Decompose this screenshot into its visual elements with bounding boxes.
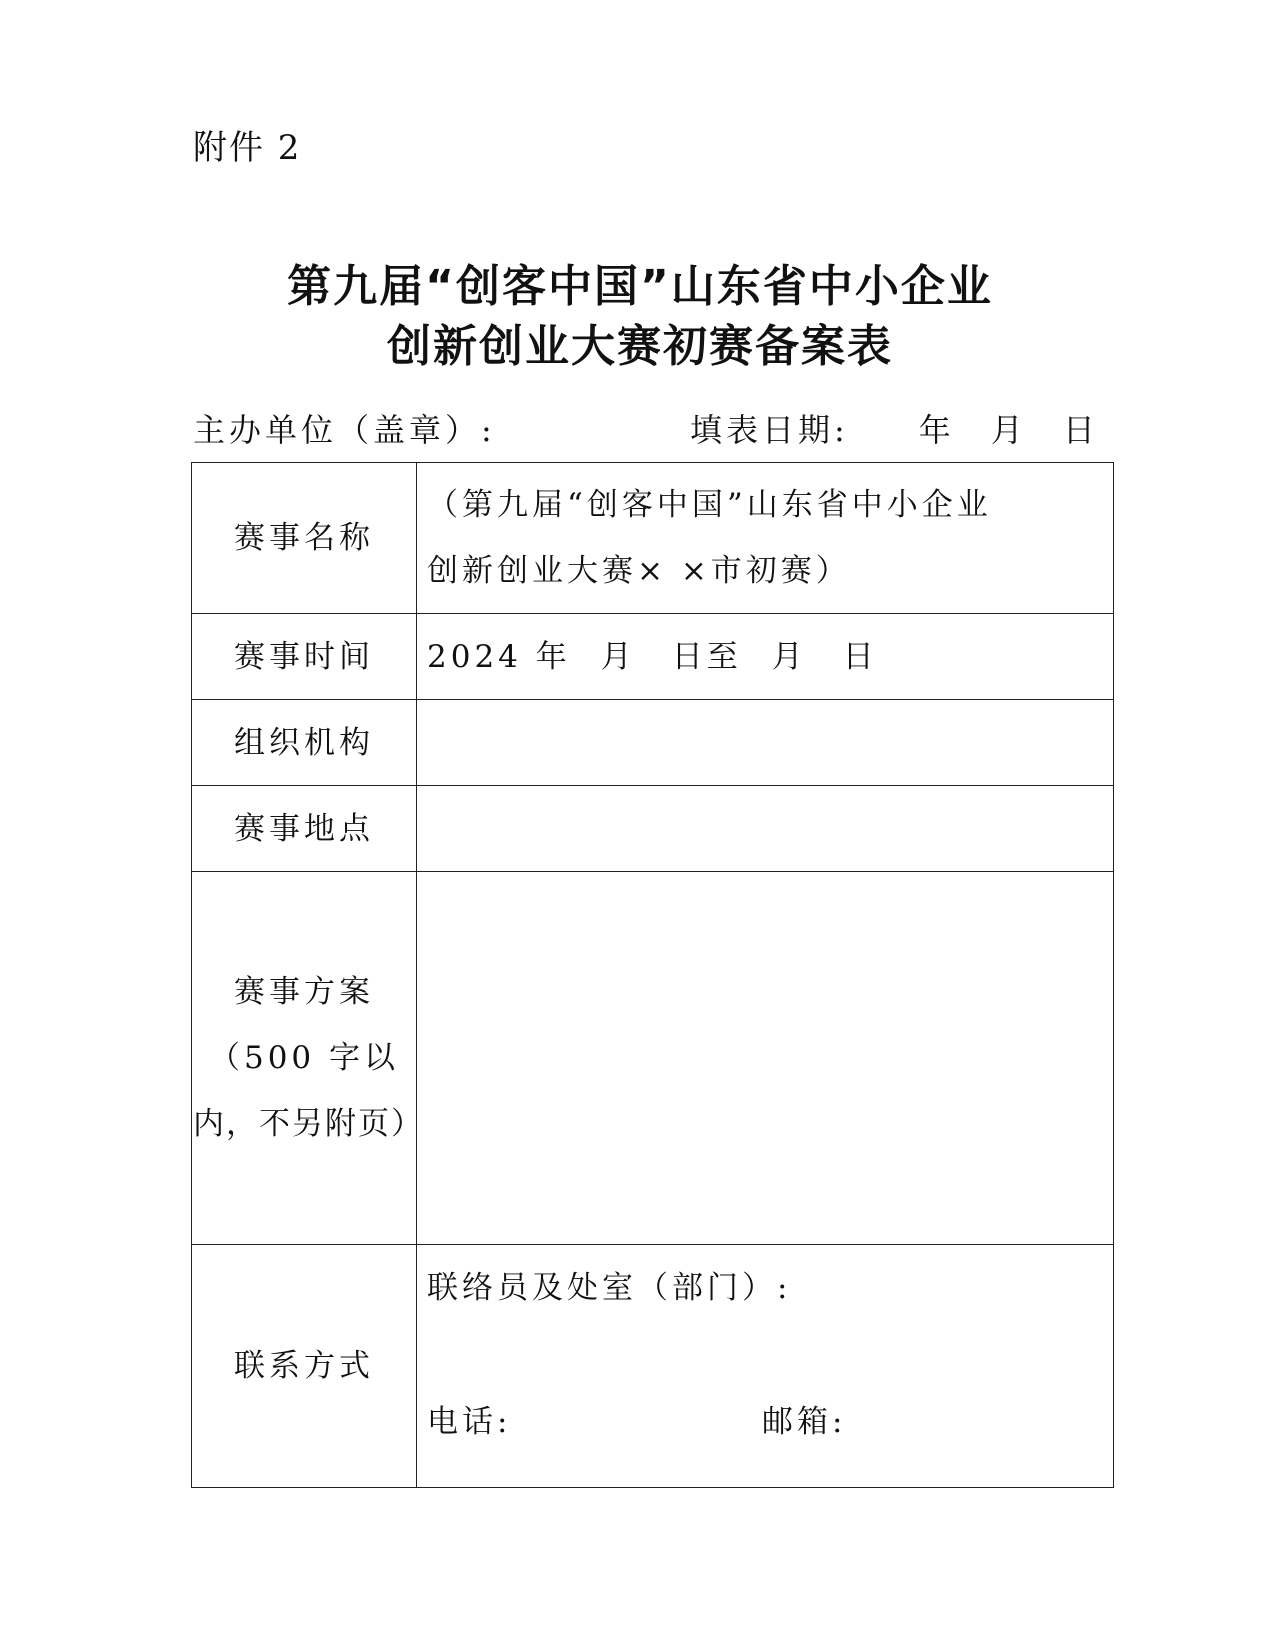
organization-label: 组织机构 bbox=[192, 700, 417, 786]
phone-label: 电话: bbox=[427, 1404, 512, 1440]
table-row-event-name bbox=[192, 463, 1114, 614]
event-time-day-to: 日至 bbox=[671, 638, 742, 675]
fill-date-month: 月 bbox=[990, 411, 1027, 449]
event-name-value-line2: 创新创业大赛× ×市初赛） bbox=[427, 553, 851, 589]
attachment-label: 附件 2 bbox=[193, 128, 302, 168]
organizer-label: 主办单位（盖章）: bbox=[193, 411, 496, 449]
venue-value[interactable] bbox=[417, 786, 1114, 872]
event-time-label: 赛事时间 bbox=[192, 614, 417, 700]
organization-value[interactable] bbox=[417, 700, 1114, 786]
plan-label-line1: 赛事方案 bbox=[234, 974, 374, 1010]
event-time-month2: 月 bbox=[771, 638, 807, 675]
contact-value[interactable] bbox=[417, 1245, 1114, 1488]
event-time-day2: 日 bbox=[842, 638, 878, 675]
fill-date-label: 填表日期: bbox=[690, 411, 849, 449]
venue-label: 赛事地点 bbox=[192, 786, 417, 872]
table-row-plan bbox=[192, 872, 1114, 1245]
plan-label-line2: （500 字以 bbox=[208, 1040, 400, 1076]
page-title-line1: 第九届“创客中国”山东省中小企业 bbox=[287, 261, 993, 312]
event-name-label: 赛事名称 bbox=[192, 463, 417, 614]
event-time-year: 2024 年 bbox=[427, 638, 571, 675]
table-row-venue bbox=[192, 786, 1114, 872]
fill-date-day: 日 bbox=[1062, 411, 1099, 449]
event-time-month: 月 bbox=[600, 638, 636, 675]
fill-date-row bbox=[690, 405, 1099, 451]
event-name-value[interactable] bbox=[417, 463, 1114, 614]
event-name-value-line1: （第九届“创客中国”山东省中小企业 bbox=[427, 487, 992, 523]
table-row-organization bbox=[192, 700, 1114, 786]
liaison-label: 联络员及处室（部门）: bbox=[427, 1270, 792, 1306]
registration-form-table bbox=[191, 462, 1114, 1488]
table-row-contact bbox=[192, 1245, 1114, 1488]
plan-value[interactable] bbox=[417, 872, 1114, 1245]
fill-date-year: 年 bbox=[918, 411, 955, 449]
contact-label: 联系方式 bbox=[192, 1245, 417, 1488]
event-time-value[interactable] bbox=[417, 614, 1114, 700]
email-label: 邮箱: bbox=[762, 1404, 847, 1440]
contact-box bbox=[417, 1246, 1113, 1486]
page-title-line2: 创新创业大赛初赛备案表 bbox=[387, 321, 893, 372]
plan-label-line3: 内，不另附页） bbox=[193, 1106, 424, 1142]
table-row-event-time bbox=[192, 614, 1114, 700]
plan-label bbox=[192, 872, 424, 1245]
